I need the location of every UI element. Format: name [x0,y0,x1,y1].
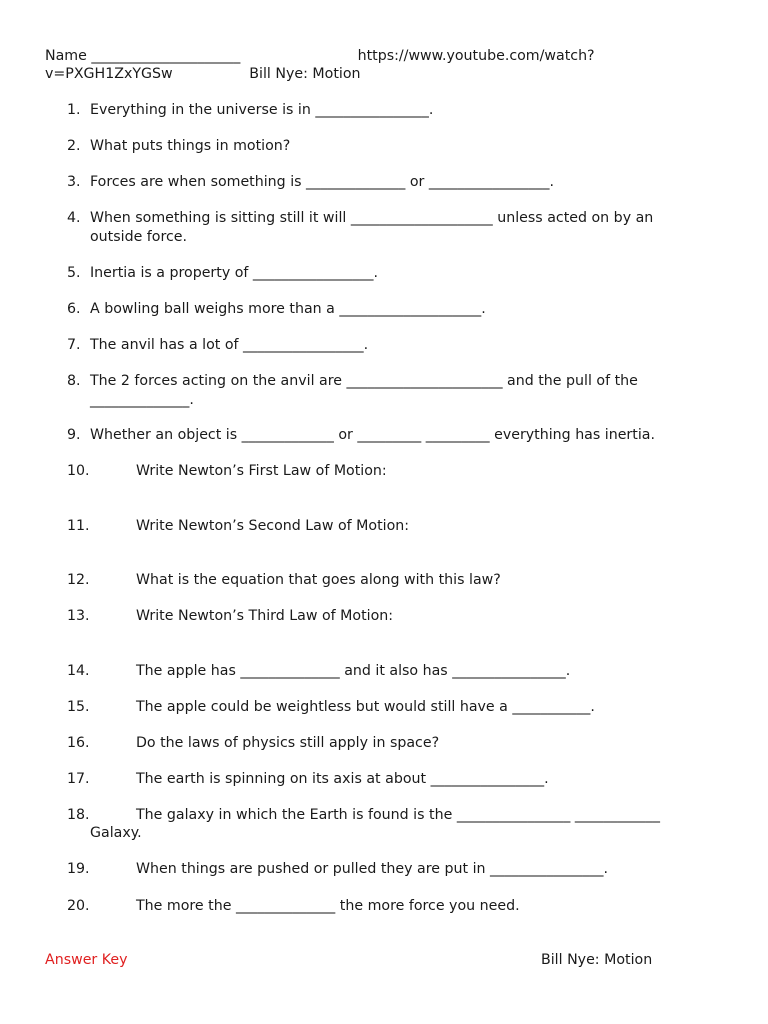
question-number: 6. [67,301,81,317]
question-number: 19. [67,861,90,877]
question-text: Inertia is a property of _________________. [90,265,379,281]
footer-answer-key: Answer Key [45,952,128,968]
question-text: When things are pushed or pulled they are put in ________________. [136,861,609,877]
question-number: 2. [67,138,81,154]
question-number: 17. [67,771,90,787]
question-text: The more the ______________ the more force you need. [136,898,520,914]
question-number: 11. [67,518,90,534]
worksheet-header [45,47,735,83]
question-text: What is the equation that goes along with this law? [136,572,501,588]
question-number: 3. [67,174,81,190]
footer-title: Bill Nye: Motion [541,952,653,968]
question-text: The galaxy in which the Earth is found is the ________________ ____________ [136,807,660,823]
question-number: 9. [67,427,81,443]
header-name-url-line: Name _____________________ https://www.youtube.com/watch? [45,48,595,64]
question-text: The apple has ______________ and it also has ________________. [136,663,571,679]
question-text: Everything in the universe is in ________________. [90,102,434,118]
question-number: 8. [67,373,81,389]
question-number: 1. [67,102,81,118]
question-text: When something is sitting still it will ____________________ unless acted on by an [90,210,654,226]
question-text: Write Newton’s Second Law of Motion: [136,518,410,534]
question-text: The anvil has a lot of _________________. [90,337,369,353]
question-number: 7. [67,337,81,353]
question-text: The 2 forces acting on the anvil are ______________________ and the pull of the [90,373,638,389]
question-number: 14. [67,663,90,679]
question-text: The apple could be weightless but would still have a ___________. [136,699,595,715]
question-text: What puts things in motion? [90,138,291,154]
question-text: A bowling ball weighs more than a ____________________. [90,301,486,317]
question-text: Write Newton’s First Law of Motion: [136,463,387,479]
question-number: 13. [67,608,90,624]
header-url-title-line: v=PXGH1ZxYGSw Bill Nye: Motion [45,66,361,82]
question-text: Write Newton’s Third Law of Motion: [136,608,394,624]
question-text-continued: ______________. [90,392,194,408]
question-text: Forces are when something is ______________ or _________________. [90,174,554,190]
question-number: 18. [67,807,90,823]
question-text-continued: outside force. [90,229,188,245]
question-number: 16. [67,735,90,751]
question-number: 10. [67,463,90,479]
question-text: The earth is spinning on its axis at about ________________. [136,771,549,787]
question-text: Do the laws of physics still apply in space? [136,735,440,751]
question-number: 5. [67,265,81,281]
question-text: Whether an object is _____________ or _________ _________ everything has inertia. [90,427,655,443]
question-number: 20. [67,898,90,914]
question-number: 4. [67,210,81,226]
question-number: 12. [67,572,90,588]
question-text-continued: Galaxy. [90,825,142,841]
question-number: 15. [67,699,90,715]
